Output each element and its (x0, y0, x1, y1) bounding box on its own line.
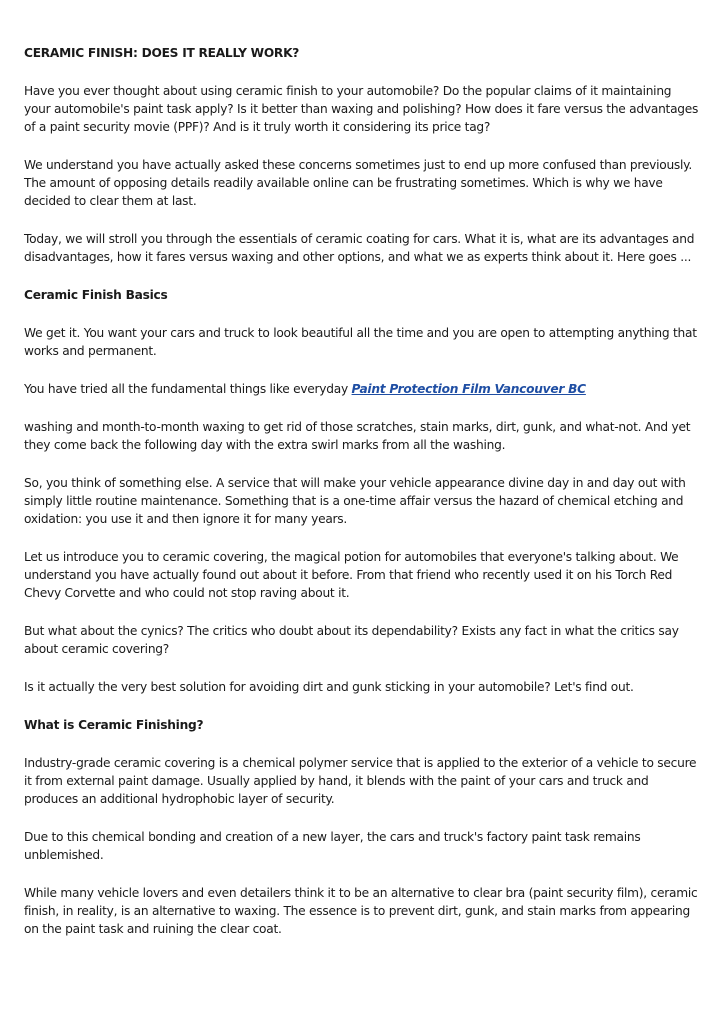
paragraph-7: So, you think of something else. A service that will make your vehicle appearance divine day in and day out with simply little routine maintenance. Something that is a one-time affair versus the hazard of chemical etching and oxidation: you use it and then ignore it for many years. (24, 476, 686, 526)
paragraph-12: Due to this chemical bonding and creation of a new layer, the cars and truck's factory paint task remains unblemished. (24, 830, 641, 862)
paragraph-2: We understand you have actually asked these concerns sometimes just to end up more confused than previously. The amount of opposing details readily available online can be frustrating sometimes. Which is why we have decided to clear them at last. (24, 158, 693, 208)
paragraph-3: Today, we will stroll you through the essentials of ceramic coating for cars. What it is, what are its advantages and disadvantages, how it fares versus waxing and other options, and what we as experts think about it. Here goes ... (24, 232, 695, 264)
paragraph-1: Have you ever thought about using ceramic finish to your automobile? Do the popular claims of it maintaining your automobile's paint task apply? Is it better than waxing and polishing? How does it fare versus the advantages of a paint security movie (PPF)? And is it truly worth it considering its price tag? (24, 84, 699, 134)
paragraph-9: But what about the cynics? The critics who doubt about its dependability? Exists any fact in what the critics say about ceramic covering? (24, 624, 679, 656)
paint-protection-film-link[interactable]: Paint Protection Film Vancouver BC (351, 382, 586, 396)
paragraph-6: washing and month-to-month waxing to get rid of those scratches, stain marks, dirt, gunk, and what-not. And yet they come back the following day with the extra swirl marks from all the washing. (24, 420, 691, 452)
paragraph-5-text: You have tried all the fundamental things like everyday (24, 382, 352, 396)
section-heading-what-is: What is Ceramic Finishing? (24, 718, 204, 732)
paragraph-10: Is it actually the very best solution for avoiding dirt and gunk sticking in your automobile? Let's find out. (24, 680, 634, 694)
paragraph-8: Let us introduce you to ceramic covering, the magical potion for automobiles that everyone's talking about. We understand you have actually found out about it before. From that friend who recently used it on his Torch Red Chevy Corvette and who could not stop raving about it. (24, 550, 679, 600)
paragraph-5 (24, 380, 700, 398)
section-heading-basics: Ceramic Finish Basics (24, 288, 168, 302)
paragraph-4: We get it. You want your cars and truck to look beautiful all the time and you are open to attempting anything that works and permanent. (24, 326, 697, 358)
page-title: CERAMIC FINISH: DOES IT REALLY WORK? (24, 46, 300, 60)
paragraph-11: Industry-grade ceramic covering is a chemical polymer service that is applied to the exterior of a vehicle to secure it from external paint damage. Usually applied by hand, it blends with the paint of your cars and truck and produces an additional hydrophobic layer of security. (24, 756, 697, 806)
paragraph-13: While many vehicle lovers and even detailers think it to be an alternative to clear bra (paint security film), ceramic finish, in reality, is an alternative to waxing. The essence is to prevent dirt, gunk, and stain marks from appearing on the paint task and ruining the clear coat. (24, 886, 698, 936)
